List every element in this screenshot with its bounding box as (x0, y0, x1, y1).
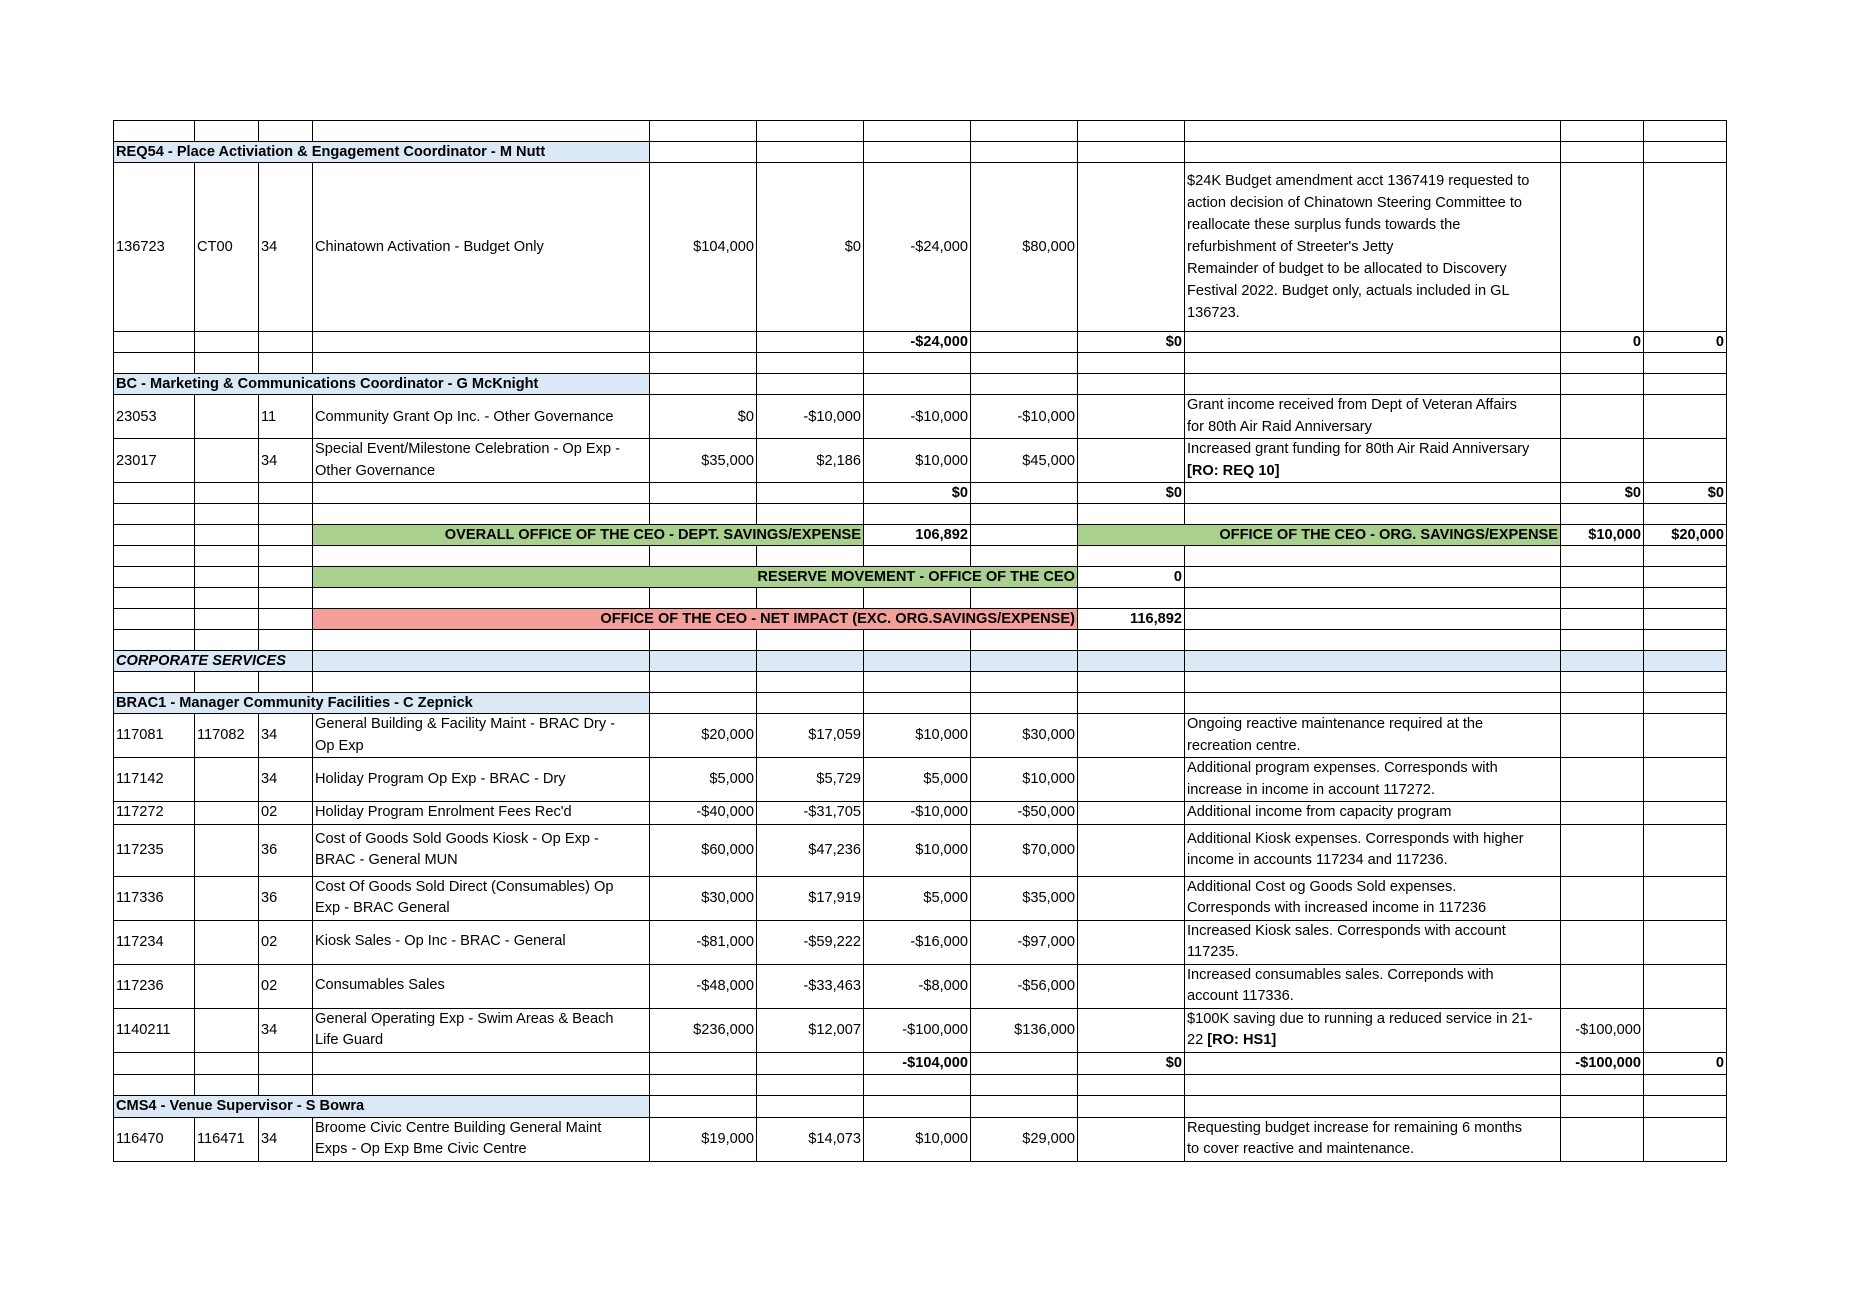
description-cell: Chinatown Activation - Budget Only (313, 163, 650, 332)
actual-cell: $12,007 (757, 1008, 864, 1052)
empty-cell (1185, 1095, 1561, 1117)
comment-cell (1185, 163, 1561, 332)
section-header-row (114, 142, 1727, 163)
description-cell (313, 714, 650, 758)
comment-cell (1185, 439, 1561, 483)
blank-row (114, 588, 1727, 609)
net-impact-value: 116,892 (1078, 609, 1185, 630)
comment-text: income in accounts 117234 and 117236. (1187, 852, 1448, 868)
comment-line: Increased consumables sales. Correponds with (1187, 966, 1494, 983)
actual-cell: $2,186 (757, 439, 864, 483)
subtotal-org-2: $0 (1644, 483, 1727, 504)
subtotal-org-2: 0 (1644, 1052, 1727, 1074)
account-cell: 23017 (114, 439, 195, 483)
empty-cell (259, 1052, 313, 1074)
actual-cell: -$33,463 (757, 964, 864, 1008)
org-savings-cell (1561, 802, 1644, 825)
comment-text: 22 (1187, 1032, 1204, 1048)
budget-cell: $19,000 (650, 1117, 757, 1161)
job-cell: 116471 (195, 1117, 259, 1161)
org-savings-cell-2 (1644, 824, 1727, 876)
job-cell (195, 920, 259, 964)
revised-budget-cell: -$10,000 (971, 395, 1078, 439)
subtotal-amendment: -$24,000 (864, 332, 971, 353)
comment-line: reallocate these surplus funds towards the (1187, 217, 1461, 233)
amendment-cell: $5,000 (864, 758, 971, 802)
comment-text: 117235. (1187, 944, 1239, 960)
subtotal-org-2: 0 (1644, 332, 1727, 353)
comment-tag: [RO: HS1] (1207, 1032, 1277, 1048)
description-line: Exps - Op Exp Bme Civic Centre (315, 1141, 527, 1157)
account-cell: 116470 (114, 1117, 195, 1161)
comment-cell (1185, 1117, 1561, 1161)
comment-line (1187, 986, 1558, 1008)
type-cell: 36 (259, 876, 313, 920)
account-cell: 117081 (114, 714, 195, 758)
description-line: Consumables Sales (315, 977, 445, 994)
job-cell (195, 876, 259, 920)
empty-cell (971, 1052, 1078, 1074)
amendment-cell: $10,000 (864, 1117, 971, 1161)
org-savings-cell-2 (1644, 758, 1727, 802)
revised-budget-cell: $80,000 (971, 163, 1078, 332)
account-cell: 117236 (114, 964, 195, 1008)
account-cell: 136723 (114, 163, 195, 332)
section-header-row (114, 374, 1727, 395)
empty-cell (1644, 1074, 1727, 1095)
section-header-req54: REQ54 - Place Activiation & Engagement Coordinator - M Nutt (114, 142, 650, 163)
section-header-row (114, 693, 1727, 714)
blank-row (114, 546, 1727, 567)
amendment-cell: $10,000 (864, 824, 971, 876)
actual-cell: $5,729 (757, 758, 864, 802)
comment-line: Ongoing reactive maintenance required at the (1187, 716, 1484, 732)
revised-budget-cell: $35,000 (971, 876, 1078, 920)
section-header-cms4: CMS4 - Venue Supervisor - S Bowra (114, 1095, 650, 1117)
overall-dept-savings-label: OVERALL OFFICE OF THE CEO - DEPT. SAVINGS/EXPENSE (313, 525, 864, 546)
revised-budget-cell: $29,000 (971, 1117, 1078, 1161)
empty-cell (864, 1095, 971, 1117)
comment-cell (1185, 876, 1561, 920)
section-header-bc: BC - Marketing & Communications Coordinator - G McKnight (114, 374, 650, 395)
reserve-cell (1078, 758, 1185, 802)
blank-row (114, 121, 1727, 142)
table-row (114, 824, 1727, 876)
reserve-cell (1078, 714, 1185, 758)
comment-cell (1185, 920, 1561, 964)
actual-cell: -$10,000 (757, 395, 864, 439)
comment-line (1187, 850, 1558, 872)
comment-line: Additional income from capacity program (1187, 804, 1452, 820)
description-line: General Building & Facility Maint - BRAC Dry - (315, 716, 616, 732)
empty-cell (1078, 1095, 1185, 1117)
amendment-cell: $5,000 (864, 876, 971, 920)
description-cell (313, 1117, 650, 1161)
revised-budget-cell: $10,000 (971, 758, 1078, 802)
amendment-cell: -$8,000 (864, 964, 971, 1008)
type-cell: 34 (259, 1008, 313, 1052)
type-cell: 34 (259, 714, 313, 758)
division-header: CORPORATE SERVICES (114, 651, 313, 672)
budget-spreadsheet-continued (113, 713, 1727, 1162)
budget-cell: $60,000 (650, 824, 757, 876)
empty-cell (195, 1074, 259, 1095)
org-savings-value-2: $20,000 (1644, 525, 1727, 546)
comment-text: account 117336. (1187, 988, 1294, 1004)
empty-cell (757, 1074, 864, 1095)
budget-cell: $20,000 (650, 714, 757, 758)
overall-dept-savings-value: 106,892 (864, 525, 971, 546)
comment-line: Increased Kiosk sales. Corresponds with account (1187, 922, 1506, 939)
comment-cell (1185, 758, 1561, 802)
empty-cell (1644, 1095, 1727, 1117)
description-line: General Operating Exp - Swim Areas & Beach (315, 1010, 614, 1027)
description-line: BRAC - General MUN (315, 852, 458, 868)
actual-cell: $14,073 (757, 1117, 864, 1161)
comment-cell (1185, 1008, 1561, 1052)
description-line: Exp - BRAC General (315, 900, 450, 916)
empty-cell (864, 1074, 971, 1095)
comment-line: for 80th Air Raid Anniversary (1187, 418, 1372, 435)
empty-cell (1561, 1095, 1644, 1117)
description-cell (313, 439, 650, 483)
empty-cell (114, 1074, 195, 1095)
table-row (114, 439, 1727, 483)
empty-cell (1561, 1074, 1644, 1095)
budget-cell: -$48,000 (650, 964, 757, 1008)
description-line: Holiday Program Enrolment Fees Rec'd (315, 804, 572, 820)
description-cell (313, 964, 650, 1008)
description-cell (313, 802, 650, 825)
comment-line: Additional Cost og Goods Sold expenses. (1187, 878, 1457, 895)
revised-budget-cell: $45,000 (971, 439, 1078, 483)
org-savings-cell-2 (1644, 920, 1727, 964)
type-cell: 34 (259, 163, 313, 332)
comment-line: refurbishment of Streeter's Jetty (1187, 239, 1394, 255)
actual-cell: $0 (757, 163, 864, 332)
org-savings-cell (1561, 714, 1644, 758)
comment-line: 136723. (1187, 305, 1240, 321)
comment-line: $100K saving due to running a reduced service in 21- (1187, 1010, 1533, 1027)
subtotal-amendment: -$104,000 (864, 1052, 971, 1074)
table-row (114, 1117, 1727, 1161)
empty-cell (650, 1095, 757, 1117)
org-savings-cell (1561, 758, 1644, 802)
summary-row (114, 525, 1727, 546)
table-row (114, 920, 1727, 964)
revised-budget-cell: $136,000 (971, 1008, 1078, 1052)
org-savings-cell-2 (1644, 1117, 1727, 1161)
comment-line: Additional program expenses. Corresponds with (1187, 760, 1498, 776)
job-cell (195, 824, 259, 876)
reserve-cell (1078, 920, 1185, 964)
comment-tag: [RO: REQ 10] (1187, 462, 1280, 479)
type-cell: 02 (259, 920, 313, 964)
blank-row (114, 1074, 1727, 1095)
comment-line (1187, 736, 1558, 758)
section-header-brac1: BRAC1 - Manager Community Facilities - C Zepnick (114, 693, 650, 714)
description-line: Kiosk Sales - Op Inc - BRAC - General (315, 933, 566, 950)
net-impact-label: OFFICE OF THE CEO - NET IMPACT (EXC. ORG.SAVINGS/EXPENSE) (313, 609, 1078, 630)
description-line: Cost of Goods Sold Goods Kiosk - Op Exp - (315, 830, 599, 847)
actual-cell: $17,059 (757, 714, 864, 758)
summary-row (114, 609, 1727, 630)
org-savings-cell (1561, 920, 1644, 964)
table-row (114, 714, 1727, 758)
org-savings-cell-2 (1644, 876, 1727, 920)
description-cell (313, 920, 650, 964)
reserve-cell (1078, 876, 1185, 920)
budget-cell: $104,000 (650, 163, 757, 332)
org-savings-cell (1561, 824, 1644, 876)
description-cell (313, 758, 650, 802)
comment-line: Requesting budget increase for remaining 6 months (1187, 1119, 1523, 1136)
account-cell: 117336 (114, 876, 195, 920)
account-cell: 117234 (114, 920, 195, 964)
empty-cell (1185, 1074, 1561, 1095)
comment-line: Grant income received from Dept of Veteran Affairs (1187, 397, 1517, 413)
table-row (114, 1008, 1727, 1052)
comment-line (1187, 1030, 1558, 1052)
budget-cell: $5,000 (650, 758, 757, 802)
subtotal-amendment: $0 (864, 483, 971, 504)
description-cell (313, 876, 650, 920)
job-cell (195, 758, 259, 802)
type-cell: 34 (259, 758, 313, 802)
actual-cell: $47,236 (757, 824, 864, 876)
actual-cell: $17,919 (757, 876, 864, 920)
org-savings-cell-2 (1644, 802, 1727, 825)
comment-line: Additional Kiosk expenses. Corresponds with higher (1187, 830, 1524, 847)
comment-cell (1185, 714, 1561, 758)
job-cell (195, 1008, 259, 1052)
org-savings-cell-2 (1644, 1008, 1727, 1052)
empty-cell (757, 1095, 864, 1117)
org-savings-cell (1561, 876, 1644, 920)
blank-row (114, 353, 1727, 374)
summary-row (114, 567, 1727, 588)
account-cell: 117142 (114, 758, 195, 802)
reserve-cell (1078, 824, 1185, 876)
empty-cell (757, 1052, 864, 1074)
reserve-cell (1078, 1117, 1185, 1161)
account-cell: 117235 (114, 824, 195, 876)
job-cell (195, 964, 259, 1008)
comment-line: Increased grant funding for 80th Air Raid Anniversary (1187, 441, 1530, 457)
budget-cell: -$40,000 (650, 802, 757, 825)
org-savings-cell: -$100,000 (1561, 1008, 1644, 1052)
amendment-cell: -$100,000 (864, 1008, 971, 1052)
type-cell: 36 (259, 824, 313, 876)
org-savings-cell (1561, 1117, 1644, 1161)
budget-cell: $35,000 (650, 439, 757, 483)
actual-cell: -$59,222 (757, 920, 864, 964)
subtotal-reserve: $0 (1078, 332, 1185, 353)
actual-cell: -$31,705 (757, 802, 864, 825)
description-line: Holiday Program Op Exp - BRAC - Dry (315, 770, 566, 787)
reserve-movement-label: RESERVE MOVEMENT - OFFICE OF THE CEO (313, 567, 1078, 588)
amendment-cell: -$16,000 (864, 920, 971, 964)
empty-cell (1078, 1074, 1185, 1095)
budget-cell: $0 (650, 395, 757, 439)
comment-cell (1185, 395, 1561, 439)
empty-cell (1185, 1052, 1561, 1074)
subtotal-org-1: -$100,000 (1561, 1052, 1644, 1074)
subtotal-row (114, 1052, 1727, 1074)
table-row (114, 964, 1727, 1008)
table-row (114, 802, 1727, 825)
comment-text: to cover reactive and maintenance. (1187, 1141, 1415, 1157)
division-header-row (114, 651, 1727, 672)
revised-budget-cell: $30,000 (971, 714, 1078, 758)
table-row (114, 876, 1727, 920)
org-savings-value-1: $10,000 (1561, 525, 1644, 546)
type-cell: 02 (259, 802, 313, 825)
amendment-cell: $10,000 (864, 714, 971, 758)
budget-cell: -$81,000 (650, 920, 757, 964)
comment-text: recreation centre. (1187, 737, 1301, 754)
amendment-cell: $10,000 (864, 439, 971, 483)
revised-budget-cell: -$56,000 (971, 964, 1078, 1008)
org-savings-cell-2 (1644, 964, 1727, 1008)
comment-line (1187, 1139, 1558, 1161)
subtotal-row (114, 332, 1727, 353)
account-cell: 1140211 (114, 1008, 195, 1052)
comment-line (1187, 942, 1558, 964)
table-row (114, 163, 1727, 332)
description-line: Op Exp (315, 737, 364, 754)
subtotal-org-1: 0 (1561, 332, 1644, 353)
comment-text: Corresponds with increased income in 117236 (1187, 900, 1487, 916)
comment-line (1187, 780, 1558, 802)
revised-budget-cell: -$97,000 (971, 920, 1078, 964)
empty-cell (650, 1074, 757, 1095)
blank-row (114, 504, 1727, 525)
job-cell (195, 802, 259, 825)
amendment-cell: -$10,000 (864, 395, 971, 439)
budget-spreadsheet (113, 120, 1727, 714)
revised-budget-cell: $70,000 (971, 824, 1078, 876)
description-line: Other Governance (315, 462, 436, 479)
subtotal-org-1: $0 (1561, 483, 1644, 504)
job-cell: CT00 (195, 163, 259, 332)
job-cell: 117082 (195, 714, 259, 758)
empty-cell (259, 1074, 313, 1095)
description-line: Special Event/Milestone Celebration - Op Exp - (315, 441, 620, 457)
empty-cell (313, 1074, 650, 1095)
table-row (114, 395, 1727, 439)
description-line: Broome Civic Centre Building General Maint (315, 1119, 602, 1136)
type-cell: 02 (259, 964, 313, 1008)
reserve-cell (1078, 802, 1185, 825)
empty-cell (971, 1074, 1078, 1095)
comment-line: Remainder of budget to be allocated to Discovery (1187, 261, 1507, 277)
comment-line: $24K Budget amendment acct 1367419 requested to (1187, 173, 1530, 189)
empty-cell (313, 1052, 650, 1074)
empty-cell (114, 1052, 195, 1074)
comment-line: action decision of Chinatown Steering Committee to (1187, 195, 1523, 211)
description-cell (313, 824, 650, 876)
subtotal-reserve: $0 (1078, 483, 1185, 504)
description-line: Cost Of Goods Sold Direct (Consumables) Op (315, 878, 614, 895)
empty-cell (971, 1095, 1078, 1117)
comment-cell (1185, 824, 1561, 876)
reserve-cell (1078, 964, 1185, 1008)
reserve-movement-value: 0 (1078, 567, 1185, 588)
type-cell: 34 (259, 439, 313, 483)
subtotal-reserve: $0 (1078, 1052, 1185, 1074)
reserve-cell (1078, 1008, 1185, 1052)
org-savings-label: OFFICE OF THE CEO - ORG. SAVINGS/EXPENSE (1078, 525, 1561, 546)
account-cell: 23053 (114, 395, 195, 439)
comment-cell (1185, 964, 1561, 1008)
account-cell: 117272 (114, 802, 195, 825)
type-cell: 11 (259, 395, 313, 439)
budget-cell: $30,000 (650, 876, 757, 920)
description-cell (313, 1008, 650, 1052)
description-line: Life Guard (315, 1032, 384, 1048)
org-savings-cell-2 (1644, 714, 1727, 758)
section-header-row (114, 1095, 1727, 1117)
subtotal-row (114, 483, 1727, 504)
revised-budget-cell: -$50,000 (971, 802, 1078, 825)
comment-line: Festival 2022. Budget only, actuals included in GL (1187, 283, 1510, 299)
amendment-cell: -$10,000 (864, 802, 971, 825)
type-cell: 34 (259, 1117, 313, 1161)
description-cell: Community Grant Op Inc. - Other Governance (313, 395, 650, 439)
org-savings-cell (1561, 964, 1644, 1008)
table-row (114, 758, 1727, 802)
blank-row (114, 672, 1727, 693)
comment-cell (1185, 802, 1561, 825)
comment-text: increase in income in account 117272. (1187, 781, 1435, 798)
amendment-cell: -$24,000 (864, 163, 971, 332)
empty-cell (195, 1052, 259, 1074)
empty-cell (650, 1052, 757, 1074)
blank-row (114, 630, 1727, 651)
budget-cell: $236,000 (650, 1008, 757, 1052)
comment-line (1187, 898, 1558, 920)
